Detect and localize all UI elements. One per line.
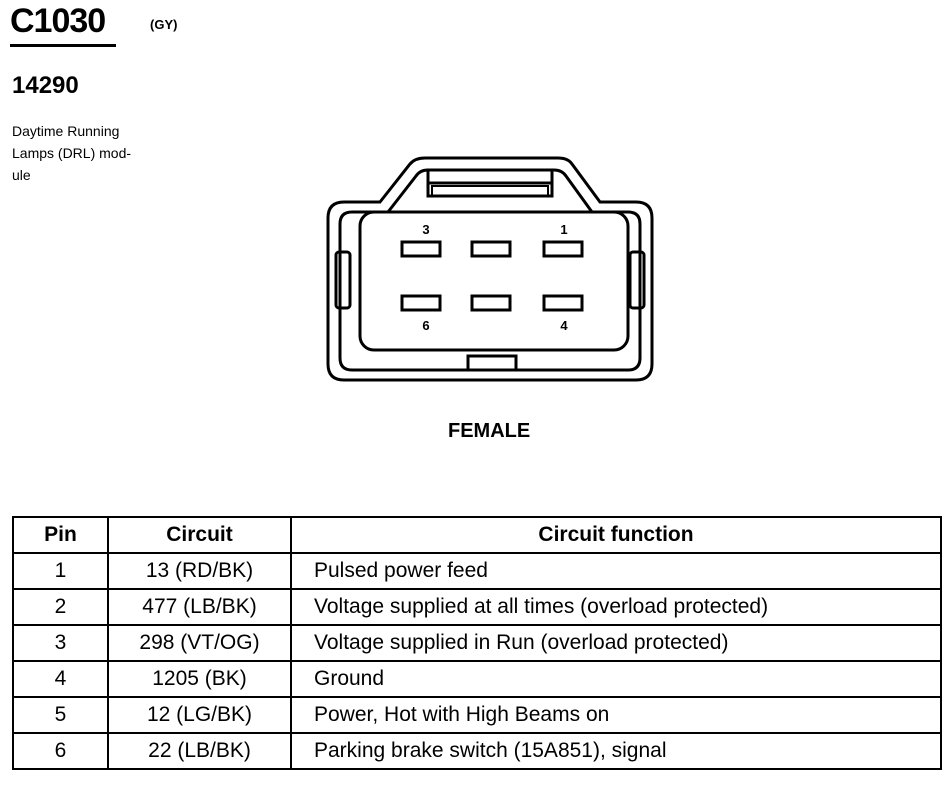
component-description <box>12 120 172 186</box>
column-header-circuit: Circuit <box>108 517 291 553</box>
table-row <box>13 661 941 697</box>
pin-cell: 6 <box>13 733 108 769</box>
pin-cell: 5 <box>13 697 108 733</box>
cavity-label: 3 <box>422 222 430 237</box>
cavity <box>472 296 510 310</box>
connector-inner-shell <box>340 170 640 370</box>
pin-table <box>12 516 942 770</box>
column-header-function: Circuit function <box>291 517 941 553</box>
circuit-cell: 477 (LB/BK) <box>108 589 291 625</box>
table-header-row <box>13 517 941 553</box>
connector-color-code: (GY) <box>150 17 178 32</box>
circuit-cell: 12 (LG/BK) <box>108 697 291 733</box>
circuit-cell: 1205 (BK) <box>108 661 291 697</box>
table-row <box>13 625 941 661</box>
description-line: Daytime Running <box>12 123 120 139</box>
pin-cell: 3 <box>13 625 108 661</box>
cavity <box>544 296 582 310</box>
connector-face-diagram <box>320 152 660 388</box>
cavity-block <box>360 212 628 350</box>
circuit-cell: 22 (LB/BK) <box>108 733 291 769</box>
function-cell: Power, Hot with High Beams on <box>291 697 941 733</box>
bottom-key <box>468 356 516 370</box>
side-key-right <box>630 252 644 308</box>
cavity-label: 1 <box>560 222 568 237</box>
description-line: ule <box>12 167 31 183</box>
pin-cell: 4 <box>13 661 108 697</box>
table-row <box>13 589 941 625</box>
function-cell: Voltage supplied at all times (overload protected) <box>291 589 941 625</box>
cavity-label: 6 <box>422 318 430 333</box>
function-cell: Pulsed power feed <box>291 553 941 589</box>
connector-outer-shell <box>328 158 652 380</box>
function-cell: Ground <box>291 661 941 697</box>
connector-id: C1030 <box>10 2 106 40</box>
cavity <box>402 242 440 256</box>
function-cell: Voltage supplied in Run (overload protected) <box>291 625 941 661</box>
cavity <box>544 242 582 256</box>
circuit-cell: 13 (RD/BK) <box>108 553 291 589</box>
table-row <box>13 553 941 589</box>
pin-cell: 2 <box>13 589 108 625</box>
circuit-cell: 298 (VT/OG) <box>108 625 291 661</box>
part-number: 14290 <box>12 72 79 99</box>
cavity <box>472 242 510 256</box>
function-cell: Parking brake switch (15A851), signal <box>291 733 941 769</box>
table-row <box>13 697 941 733</box>
cavity-label: 4 <box>560 318 568 333</box>
cavity <box>402 296 440 310</box>
pin-cell: 1 <box>13 553 108 589</box>
connector-id-underline <box>10 44 116 47</box>
table-row <box>13 733 941 769</box>
description-line: Lamps (DRL) mod- <box>12 145 132 161</box>
side-key-left <box>336 252 350 308</box>
column-header-pin: Pin <box>13 517 108 553</box>
connector-gender-label: FEMALE <box>448 420 531 442</box>
